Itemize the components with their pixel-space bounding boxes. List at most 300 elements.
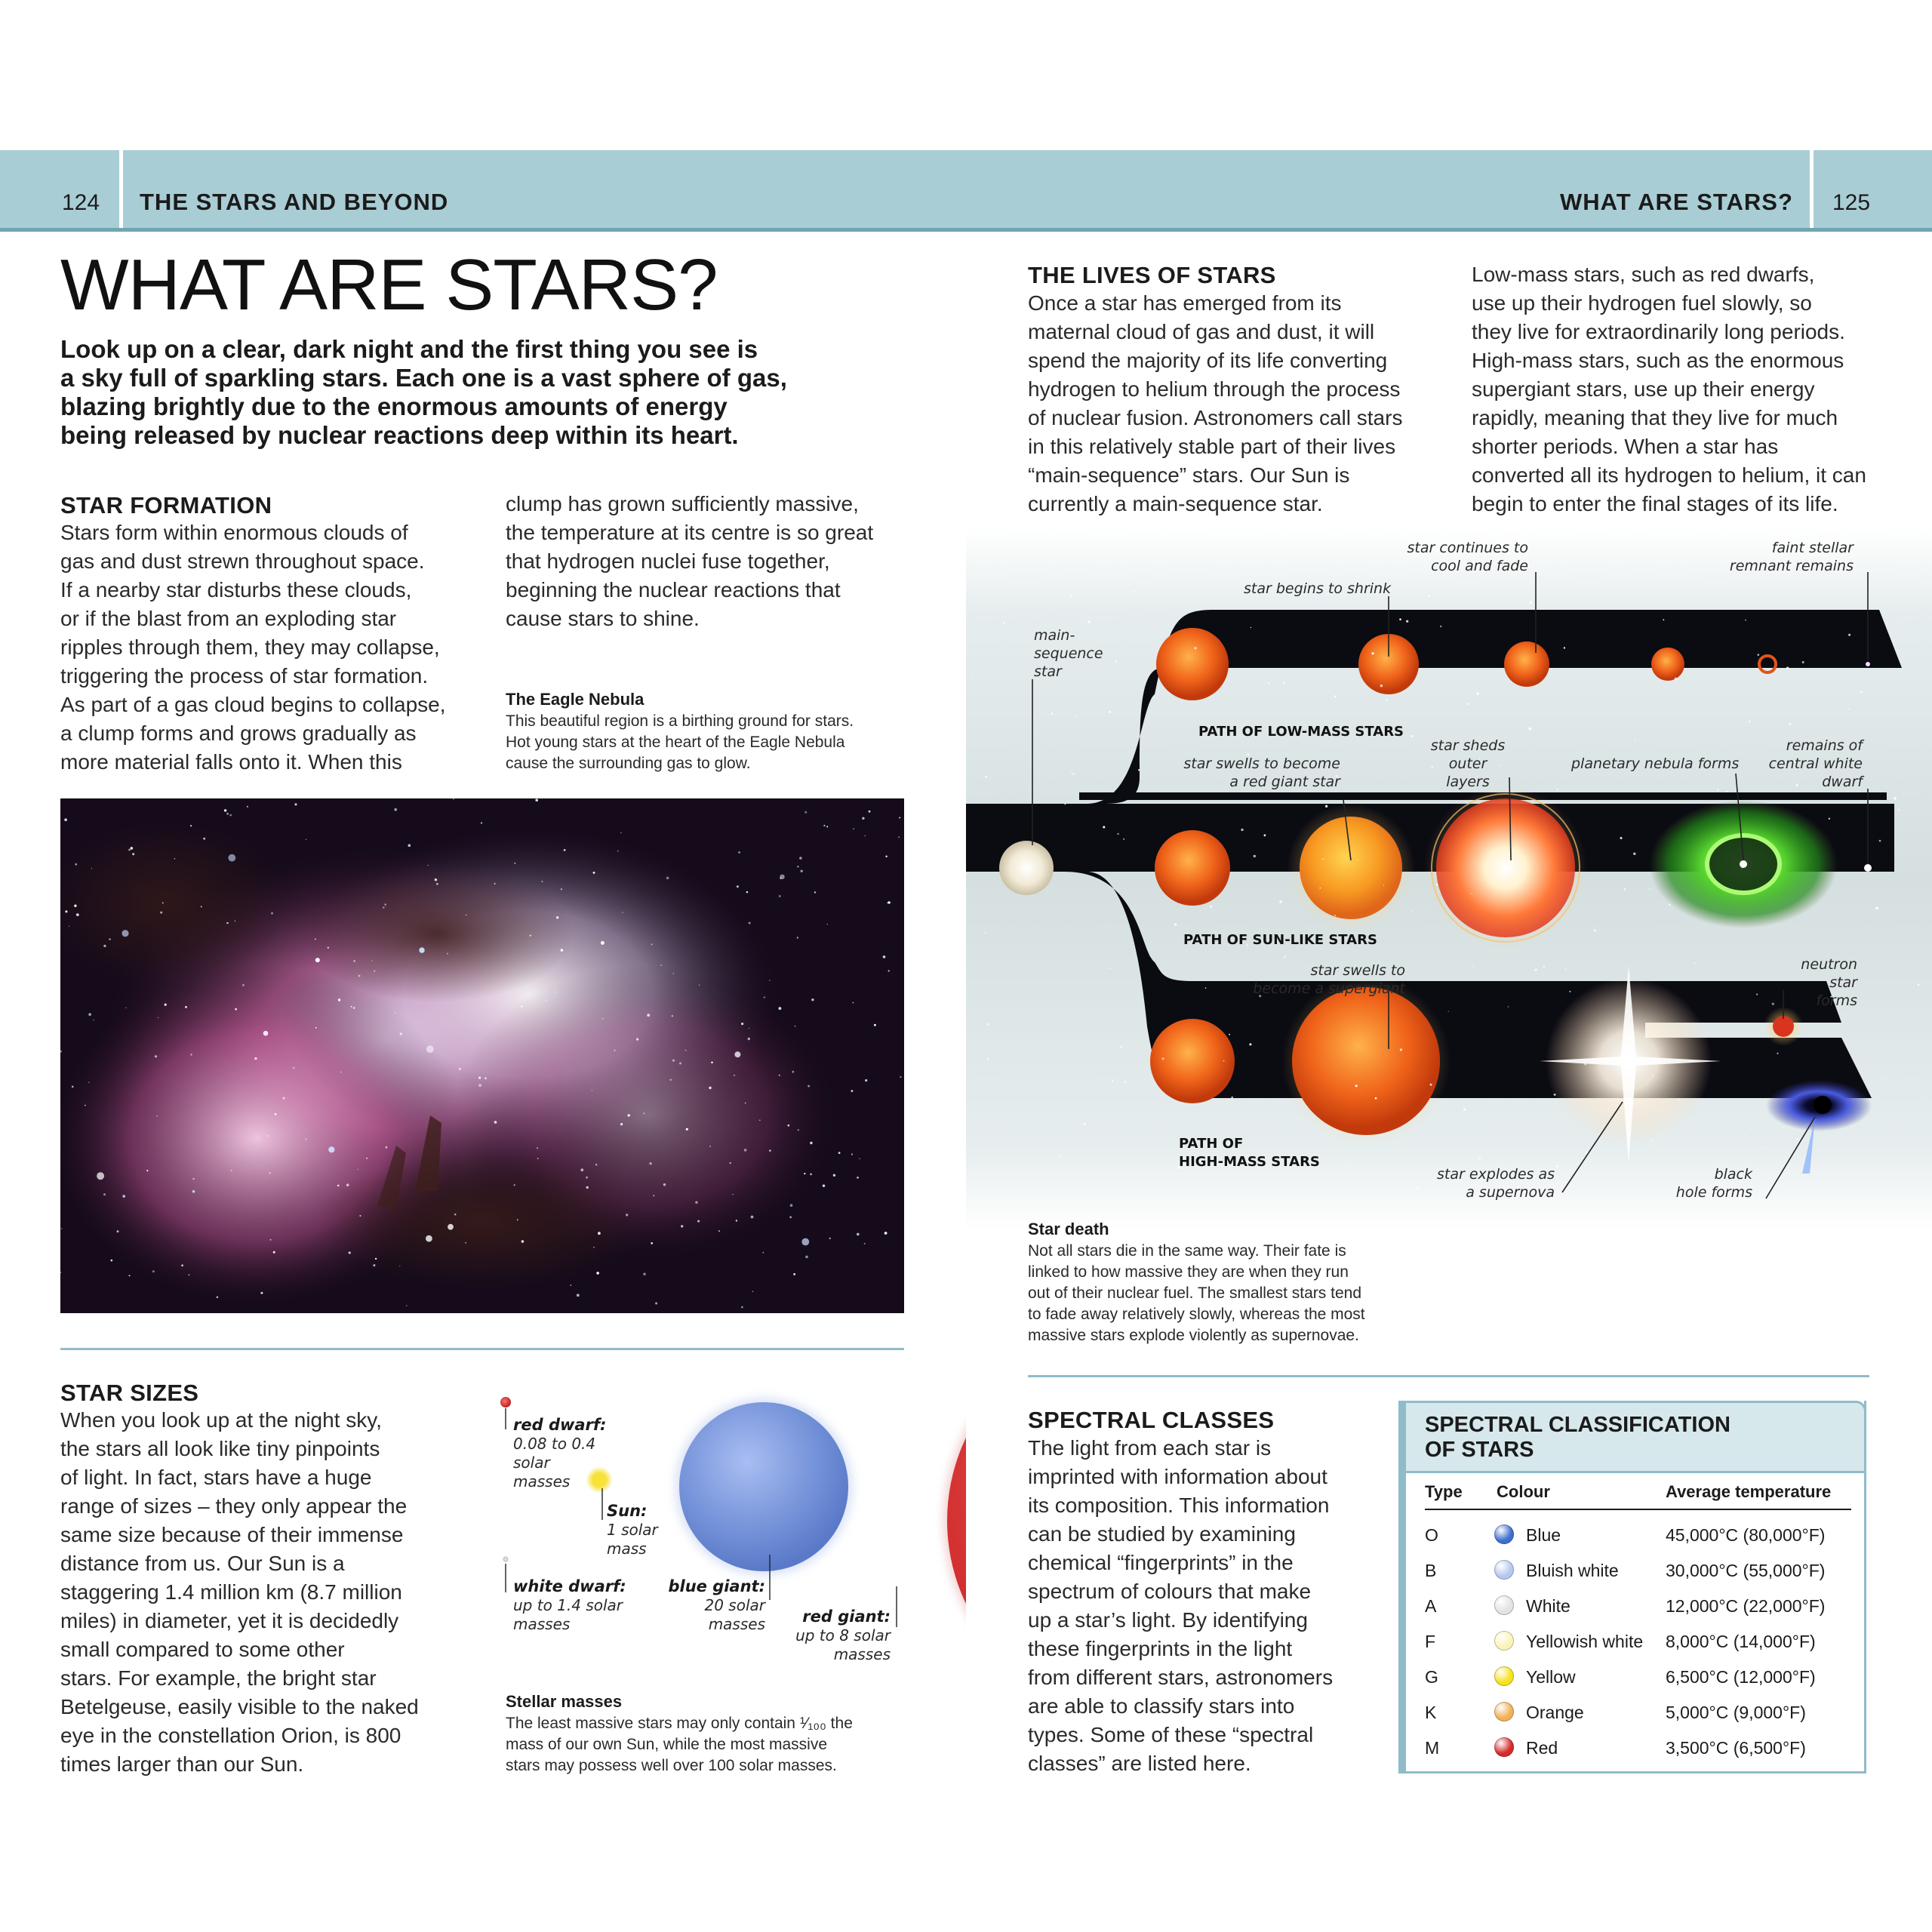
star-dot bbox=[1162, 687, 1163, 688]
star-dot bbox=[315, 939, 316, 940]
label-supernova bbox=[1419, 1165, 1555, 1201]
star-dot bbox=[811, 998, 814, 1001]
star-dot bbox=[315, 958, 320, 962]
stellar-masses-graphic bbox=[483, 1351, 966, 1698]
star-dot bbox=[85, 1105, 86, 1106]
caption-line: This beautiful region is a birthing ground for stars. bbox=[506, 712, 854, 730]
star-dot bbox=[779, 1007, 782, 1010]
star-formation-heading: STAR FORMATION bbox=[60, 492, 272, 518]
body-line: range of sizes – they only appear the bbox=[60, 1494, 408, 1518]
star-dot bbox=[1254, 855, 1256, 857]
star-dot bbox=[851, 1090, 854, 1092]
label-line: star forms bbox=[1816, 974, 1857, 1009]
star-dot bbox=[1757, 727, 1758, 728]
star-dot bbox=[152, 1270, 155, 1272]
star-dot bbox=[156, 1115, 157, 1116]
star-dot bbox=[737, 885, 739, 888]
star-dot bbox=[74, 905, 76, 907]
star-dot bbox=[1802, 661, 1804, 663]
caption-line: stars may possess well over 100 solar masses. bbox=[506, 1757, 837, 1774]
header-divider-left bbox=[119, 150, 123, 228]
label-red-giant bbox=[1182, 755, 1340, 791]
cell-colour: Yellowish white bbox=[1526, 1632, 1644, 1651]
body-line: shorter periods. When a star has bbox=[1472, 435, 1779, 458]
table-row bbox=[1425, 1732, 1847, 1767]
star-formation-col2 bbox=[506, 490, 913, 633]
label-name: red dwarf: bbox=[513, 1416, 607, 1434]
star-dot bbox=[519, 997, 521, 998]
star-dot bbox=[373, 1264, 375, 1266]
star-dot bbox=[1467, 703, 1469, 705]
body-line: spectrum of colours that make bbox=[1028, 1580, 1312, 1603]
star-dot bbox=[419, 947, 424, 952]
body-line: The light from each star is bbox=[1028, 1436, 1272, 1460]
star-dot bbox=[1284, 956, 1286, 958]
colour-swatch bbox=[1494, 1702, 1514, 1721]
star-dot bbox=[650, 1162, 652, 1164]
star-dot bbox=[426, 1235, 432, 1242]
title-line: SPECTRAL CLASSIFICATION bbox=[1425, 1413, 1730, 1437]
star-dot bbox=[1249, 1043, 1251, 1045]
eagle-nebula-photo bbox=[60, 798, 904, 1313]
nebula-illustration bbox=[60, 798, 904, 1313]
star-dot bbox=[1194, 647, 1196, 649]
header-divider-right bbox=[1810, 150, 1814, 228]
star-dot bbox=[1010, 1040, 1011, 1041]
star-dot bbox=[561, 888, 562, 890]
star-dot bbox=[564, 849, 566, 851]
caption-line: out of their nuclear fuel. The smallest stars tend bbox=[1028, 1284, 1362, 1302]
label-line: black bbox=[1714, 1166, 1752, 1183]
body-line: from different stars, astronomers bbox=[1028, 1666, 1334, 1689]
star-dot bbox=[685, 1050, 687, 1051]
cell-temperature: 5,000°C (9,000°F) bbox=[1666, 1703, 1806, 1722]
star-dot bbox=[660, 964, 662, 966]
spectral-table-title bbox=[1425, 1413, 1730, 1463]
col-header-type: Type bbox=[1425, 1482, 1463, 1501]
label-line: become a supergiant bbox=[1253, 980, 1405, 997]
body-line: are able to classify stars into bbox=[1028, 1694, 1295, 1718]
star-dot bbox=[738, 851, 740, 854]
body-line: clump has grown sufficiently massive, bbox=[506, 492, 859, 515]
star-dot bbox=[1109, 711, 1111, 713]
star-dot bbox=[189, 1274, 190, 1275]
star-dot bbox=[749, 922, 751, 924]
star-dot bbox=[1229, 1034, 1230, 1035]
star-dot bbox=[593, 1247, 595, 1248]
star-dot bbox=[436, 883, 438, 885]
cell-temperature: 6,500°C (12,000°F) bbox=[1666, 1667, 1816, 1687]
star-dot bbox=[744, 1149, 747, 1152]
star-dot bbox=[1241, 829, 1243, 831]
star-dot bbox=[709, 1146, 711, 1147]
body-line: in this relatively stable part of their lives bbox=[1028, 435, 1396, 458]
star-dot bbox=[1161, 1057, 1164, 1060]
body-line: they live for extraordinarily long periods. bbox=[1472, 320, 1845, 343]
label-white-dwarf bbox=[513, 1577, 626, 1634]
star-dot bbox=[1564, 647, 1565, 648]
star-dot bbox=[1620, 837, 1623, 839]
cell-colour: Blue bbox=[1526, 1525, 1561, 1545]
star-dot bbox=[898, 836, 900, 838]
star-dot bbox=[338, 998, 340, 1001]
star-dot bbox=[217, 1297, 219, 1299]
star-dot bbox=[752, 1291, 753, 1292]
header-rule bbox=[0, 228, 1932, 232]
star-dot bbox=[465, 1242, 466, 1244]
star-dot bbox=[636, 1038, 638, 1041]
star-dot bbox=[1428, 595, 1430, 597]
label-path-sun-like: PATH OF SUN-LIKE STARS bbox=[1183, 932, 1377, 948]
label-line: mass bbox=[607, 1540, 647, 1558]
star-dot bbox=[1411, 735, 1413, 737]
label-line: remains of bbox=[1786, 737, 1863, 754]
label-name: red giant: bbox=[802, 1607, 891, 1626]
star-sizes-body bbox=[60, 1406, 468, 1779]
star-dot bbox=[1205, 987, 1207, 989]
star-dot bbox=[686, 1128, 688, 1131]
label-white-dwarf-remains bbox=[1757, 737, 1863, 791]
body-line: miles) in diameter, yet it is decidedly bbox=[60, 1609, 399, 1632]
star-dot bbox=[111, 1260, 113, 1262]
star-dot bbox=[1430, 1084, 1432, 1086]
star-dot bbox=[697, 1220, 700, 1223]
star-dot bbox=[865, 1079, 867, 1081]
cell-colour: White bbox=[1526, 1596, 1571, 1616]
body-line: same size because of their immense bbox=[60, 1523, 404, 1546]
label-line: masses bbox=[833, 1645, 891, 1663]
label-line: sequence bbox=[1034, 645, 1103, 662]
cell-type: M bbox=[1425, 1738, 1440, 1758]
star-dot bbox=[622, 912, 623, 913]
star-dot bbox=[1556, 1165, 1558, 1168]
star-dot bbox=[494, 1121, 497, 1124]
cell-colour: Orange bbox=[1526, 1703, 1584, 1722]
star-dot bbox=[226, 922, 228, 924]
label-line: masses bbox=[513, 1615, 571, 1633]
star-dot bbox=[734, 1051, 740, 1057]
star-dot bbox=[146, 1170, 148, 1171]
cell-colour: Bluish white bbox=[1526, 1561, 1619, 1580]
label-outer-layers bbox=[1426, 737, 1509, 791]
star-dot bbox=[900, 1076, 901, 1078]
star-dot bbox=[711, 1062, 713, 1064]
caption-line: Not all stars die in the same way. Their fate is bbox=[1028, 1242, 1346, 1260]
star-dot bbox=[537, 1147, 538, 1149]
star-dot bbox=[1030, 864, 1032, 866]
cell-temperature: 8,000°C (14,000°F) bbox=[1666, 1632, 1816, 1651]
star-dot bbox=[853, 1002, 854, 1004]
star-dot bbox=[1789, 722, 1791, 724]
star-dot bbox=[741, 1306, 743, 1309]
star-dot bbox=[733, 1194, 734, 1195]
label-blue-giant bbox=[664, 1577, 765, 1634]
star-dot bbox=[1786, 667, 1789, 670]
label-line: star bbox=[1034, 663, 1062, 680]
star-dot bbox=[571, 1284, 572, 1286]
star-dot bbox=[593, 872, 595, 874]
star-dot bbox=[651, 1242, 653, 1244]
star-dot bbox=[448, 1224, 454, 1230]
star-dot bbox=[1898, 809, 1900, 811]
label-line: PATH OF bbox=[1179, 1136, 1244, 1152]
label-name: white dwarf: bbox=[513, 1577, 626, 1595]
body-line: converted all its hydrogen to helium, it can bbox=[1472, 463, 1866, 487]
star-dot bbox=[874, 1024, 876, 1026]
star-dot bbox=[351, 1006, 352, 1008]
star-dot bbox=[581, 1168, 584, 1171]
star-dot bbox=[1109, 968, 1111, 969]
star-dot bbox=[745, 1103, 746, 1104]
star-dot bbox=[1003, 622, 1005, 624]
star-dot bbox=[1557, 789, 1559, 791]
star-dot bbox=[117, 1230, 119, 1232]
label-line: a red giant star bbox=[1229, 774, 1340, 790]
spectral-table-left-bar bbox=[1398, 1401, 1406, 1774]
star-dot bbox=[577, 1294, 580, 1297]
star-death-caption bbox=[1028, 1241, 1435, 1346]
star-dot bbox=[263, 1031, 269, 1036]
body-line: hydrogen to helium through the process bbox=[1028, 377, 1401, 401]
star-dot bbox=[1875, 907, 1878, 910]
star-dot bbox=[273, 1251, 275, 1254]
table-header-rule bbox=[1425, 1509, 1851, 1510]
star-dot bbox=[986, 776, 988, 778]
star-dot bbox=[1072, 773, 1075, 775]
star-dot bbox=[1478, 1157, 1481, 1160]
star-dot bbox=[1334, 695, 1337, 697]
table-row bbox=[1425, 1555, 1847, 1589]
star-dot bbox=[808, 1085, 810, 1088]
label-line: 20 solar bbox=[704, 1596, 765, 1614]
star-dot bbox=[103, 1193, 106, 1195]
star-dot bbox=[1406, 620, 1408, 623]
star-dot bbox=[1742, 867, 1743, 868]
star-dot bbox=[751, 1216, 754, 1219]
star-dot bbox=[295, 803, 297, 805]
lives-col1 bbox=[1028, 289, 1451, 518]
label-line: star explodes as bbox=[1437, 1166, 1555, 1183]
table-row bbox=[1425, 1590, 1847, 1625]
star-dot bbox=[885, 856, 888, 858]
star-dot bbox=[1543, 966, 1546, 968]
star-dot bbox=[226, 813, 229, 815]
label-line: 0.08 to 0.4 bbox=[513, 1435, 596, 1453]
body-line: If a nearby star disturbs these clouds, bbox=[60, 578, 412, 601]
body-line: small compared to some other bbox=[60, 1638, 345, 1661]
label-red-dwarf bbox=[513, 1416, 606, 1491]
star-dot bbox=[857, 1233, 860, 1236]
star-dot bbox=[857, 1177, 859, 1179]
star-dot bbox=[305, 1138, 307, 1140]
stellar-masses-caption bbox=[506, 1713, 898, 1777]
star-dot bbox=[1624, 888, 1626, 891]
star-dot bbox=[129, 1275, 131, 1276]
star-dot bbox=[1436, 884, 1438, 885]
star-dot bbox=[1375, 1097, 1377, 1100]
lives-col2 bbox=[1472, 260, 1909, 518]
spectral-heading: SPECTRAL CLASSES bbox=[1028, 1407, 1275, 1433]
star-dot bbox=[192, 1190, 195, 1193]
body-line: cause stars to shine. bbox=[506, 607, 700, 630]
star-dot bbox=[1123, 838, 1124, 840]
colour-swatch bbox=[1494, 1595, 1514, 1615]
star-dot bbox=[666, 877, 669, 880]
star-dot bbox=[797, 937, 798, 938]
body-line: can be studied by examining bbox=[1028, 1522, 1296, 1546]
star-dot bbox=[598, 1232, 601, 1235]
lives-heading: THE LIVES OF STARS bbox=[1028, 262, 1276, 288]
star-dot bbox=[1786, 1151, 1787, 1152]
star-dot bbox=[1917, 1070, 1918, 1071]
star-dot bbox=[394, 808, 397, 811]
star-dot bbox=[453, 798, 454, 799]
star-dot bbox=[859, 1158, 860, 1160]
body-line: of nuclear fusion. Astronomers call stars bbox=[1028, 406, 1403, 429]
star-dot bbox=[673, 973, 674, 974]
star-dot bbox=[374, 971, 375, 972]
star-dot bbox=[679, 1063, 681, 1065]
intro-line: being released by nuclear reactions deep within its heart. bbox=[60, 421, 739, 449]
label-neutron-star bbox=[1785, 955, 1857, 1010]
star-dot bbox=[1717, 789, 1719, 791]
caption-line: cause the surrounding gas to glow. bbox=[506, 755, 751, 772]
cell-type: O bbox=[1425, 1525, 1438, 1545]
star-dot bbox=[971, 676, 972, 677]
star-dot bbox=[1223, 1060, 1225, 1062]
star-dot bbox=[293, 1067, 295, 1069]
star-dot bbox=[795, 1026, 796, 1027]
label-name: blue giant: bbox=[668, 1577, 765, 1595]
star-dot bbox=[780, 878, 781, 879]
star-dot bbox=[864, 1243, 866, 1244]
star-dot bbox=[628, 1114, 630, 1116]
star-dot bbox=[810, 1174, 812, 1176]
star-dot bbox=[1772, 1003, 1774, 1005]
star-dot bbox=[109, 938, 111, 940]
star-dot bbox=[88, 1082, 89, 1083]
body-line: classes” are listed here. bbox=[1028, 1752, 1251, 1775]
star-dot bbox=[190, 1054, 192, 1056]
star-dot bbox=[1268, 682, 1269, 684]
intro-line: a sky full of sparkling stars. Each one is a vast sphere of gas, bbox=[60, 364, 787, 392]
body-line: rapidly, meaning that they live for much bbox=[1472, 406, 1838, 429]
star-dot bbox=[595, 1164, 597, 1165]
star-dot bbox=[554, 991, 556, 993]
star-dot bbox=[672, 1060, 675, 1062]
star-dot bbox=[759, 1120, 761, 1121]
star-dot bbox=[395, 1012, 396, 1014]
star-dot bbox=[260, 1292, 263, 1294]
intro-paragraph bbox=[60, 335, 815, 450]
star-dot bbox=[1758, 654, 1759, 656]
star-dot bbox=[485, 1077, 487, 1079]
star-dot bbox=[1848, 634, 1850, 636]
label-line: masses bbox=[513, 1472, 571, 1491]
star-formation-col1 bbox=[60, 518, 483, 777]
table-row bbox=[1425, 1661, 1847, 1696]
star-dot bbox=[386, 1146, 388, 1149]
star-dot bbox=[1584, 1063, 1586, 1065]
star-dot bbox=[769, 1149, 771, 1152]
star-dot bbox=[366, 1158, 368, 1159]
star-dot bbox=[1400, 1048, 1402, 1051]
star-dot bbox=[1675, 678, 1678, 681]
cell-colour: Red bbox=[1526, 1738, 1558, 1758]
star-dot bbox=[798, 1129, 799, 1131]
label-supergiant bbox=[1239, 961, 1405, 998]
star-dot bbox=[521, 1006, 522, 1008]
label-path-high-mass bbox=[1179, 1135, 1320, 1171]
col-header-temperature: Average temperature bbox=[1666, 1482, 1832, 1501]
lifecycle-graphic bbox=[966, 528, 1932, 1230]
star-dot bbox=[1565, 968, 1567, 970]
star-dot bbox=[103, 945, 106, 947]
section-divider-right bbox=[1028, 1375, 1869, 1377]
cell-type: B bbox=[1425, 1561, 1437, 1580]
body-line: a clump forms and grows gradually as bbox=[60, 721, 417, 745]
label-line: 1 solar bbox=[607, 1521, 658, 1539]
star-dot bbox=[337, 1185, 340, 1187]
label-name: Sun: bbox=[607, 1502, 648, 1520]
body-line: use up their hydrogen fuel slowly, so bbox=[1472, 291, 1812, 315]
star-dot bbox=[741, 1023, 743, 1025]
star-dot bbox=[1476, 693, 1478, 695]
star-dot bbox=[1848, 709, 1850, 710]
body-line: ripples through them, they may collapse, bbox=[60, 635, 440, 659]
star-dot bbox=[224, 809, 226, 811]
star-dot bbox=[663, 1183, 666, 1186]
body-line: types. Some of these “spectral bbox=[1028, 1723, 1314, 1746]
star-dot bbox=[695, 1201, 697, 1204]
star-dot bbox=[699, 985, 700, 986]
body-line: imprinted with information about bbox=[1028, 1465, 1327, 1488]
star-dot bbox=[651, 943, 653, 945]
star-dot bbox=[131, 847, 134, 850]
star-dot bbox=[1057, 575, 1059, 577]
star-dot bbox=[328, 1146, 334, 1152]
star-dot bbox=[1283, 682, 1284, 684]
star-dot bbox=[1756, 994, 1758, 995]
star-dot bbox=[833, 1174, 835, 1177]
star-dot bbox=[647, 1014, 650, 1017]
label-path-low-mass: PATH OF LOW-MASS STARS bbox=[1198, 724, 1404, 740]
body-line: staggering 1.4 million km (8.7 million bbox=[60, 1580, 402, 1604]
star-dot bbox=[769, 980, 771, 981]
star-dot bbox=[269, 1172, 270, 1174]
star-dot bbox=[229, 814, 232, 817]
star-dot bbox=[428, 865, 429, 866]
star-dot bbox=[231, 1170, 232, 1171]
star-dot bbox=[1918, 983, 1920, 986]
star-dot bbox=[1051, 712, 1054, 715]
star-dot bbox=[1530, 601, 1532, 604]
star-dot bbox=[384, 903, 386, 906]
star-dot bbox=[670, 1079, 672, 1081]
star-death-heading: Star death bbox=[1028, 1220, 1109, 1238]
star-dot bbox=[709, 1087, 711, 1089]
star-dot bbox=[535, 798, 538, 801]
body-line: more material falls onto it. When this bbox=[60, 750, 402, 774]
body-line: that hydrogen nuclei fuse together, bbox=[506, 549, 830, 573]
star-dot bbox=[1117, 833, 1118, 835]
star-dot bbox=[1535, 969, 1537, 971]
body-line: eye in the constellation Orion, is 800 bbox=[60, 1724, 401, 1747]
label-line: up to 8 solar bbox=[795, 1626, 891, 1644]
star-dot bbox=[346, 1183, 349, 1186]
star-dot bbox=[853, 829, 854, 830]
star-dot bbox=[643, 1273, 645, 1275]
